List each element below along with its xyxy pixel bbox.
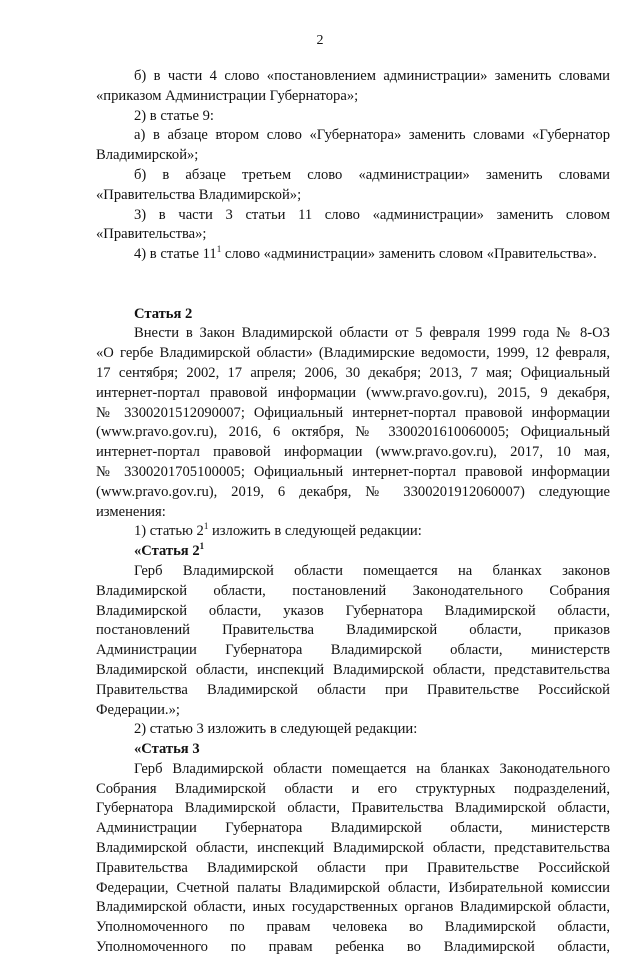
text-line <box>96 245 610 265</box>
text-segment: интернет-портал правовой информации (www.pravo.gov.ru), 2017, 10 мая, <box>96 444 610 461</box>
text-line <box>96 760 610 780</box>
text-segment: постановлений Правительства Владимирской области, приказов <box>96 622 610 639</box>
text-line <box>96 621 610 641</box>
text-line <box>96 918 610 938</box>
text-segment: Владимирской»; <box>96 147 199 164</box>
superscript: 1 <box>203 521 209 532</box>
text-line <box>96 146 610 166</box>
text-segment: «О гербе Владимирской области» (Владимирские ведомости, 1999, 12 февраля, <box>96 345 610 362</box>
text-line <box>96 404 610 424</box>
text-segment: 2) в статье 9: <box>134 107 214 124</box>
text-line <box>96 582 610 602</box>
text-line <box>96 938 610 958</box>
text-line <box>96 344 610 364</box>
text-line <box>96 780 610 800</box>
text-segment: изложить в следующей редакции: <box>208 523 422 540</box>
text-segment: 17 сентября; 2002, 17 апреля; 2006, 30 декабря; 2013, 7 мая; Официальный <box>96 364 610 381</box>
text-segment: Правительства Владимирской области при Правительстве Российской <box>96 859 610 876</box>
text-line <box>96 720 610 740</box>
text-line <box>96 839 610 859</box>
text-line <box>96 701 610 721</box>
text-segment: Владимирской области, постановлений Законодательного Собрания <box>96 582 610 599</box>
text-line <box>96 186 610 206</box>
text-segment: б) в абзаце третьем слово «администрации» заменить словами <box>134 166 610 183</box>
text-segment: Губернатора Владимирской области, Правительства Владимирской области, <box>96 800 610 817</box>
text-segment: «приказом Администрации Губернатора»; <box>96 87 359 104</box>
text-segment: «Статья 3 <box>134 741 200 758</box>
blank-line <box>96 285 610 305</box>
text-segment: 3) в части 3 статьи 11 слово «администрации» заменить словом <box>134 206 610 223</box>
text-segment: «Правительства Владимирской»; <box>96 186 302 203</box>
text-line <box>96 562 610 582</box>
text-line <box>96 661 610 681</box>
text-segment: 1) статью 2 <box>134 523 204 540</box>
text-line <box>96 799 610 819</box>
text-line <box>96 225 610 245</box>
text-line <box>96 483 610 503</box>
text-segment: Герб Владимирской области помещается на бланках законов <box>134 562 610 579</box>
text-line <box>96 602 610 622</box>
text-segment: Уполномоченного по правам человека во Владимирской области, <box>96 919 610 936</box>
text-line <box>96 206 610 226</box>
text-segment: Администрации Губернатора Владимирской области, министерств <box>96 642 610 659</box>
text-line <box>96 503 610 523</box>
article-heading <box>96 305 610 325</box>
text-segment: слово «администрации» заменить словом «Правительства». <box>221 246 597 263</box>
text-line <box>96 681 610 701</box>
text-segment: Внести в Закон Владимирской области от 5 февраля 1999 года № 8-ОЗ <box>134 325 610 342</box>
article-heading <box>96 542 610 562</box>
text-line <box>96 443 610 463</box>
text-segment: 2) статью 3 изложить в следующей редакции: <box>134 721 418 738</box>
text-segment: б) в части 4 слово «постановлением администрации» заменить словами <box>134 68 610 84</box>
text-line <box>96 87 610 107</box>
text-line <box>96 67 610 87</box>
text-line <box>96 423 610 443</box>
text-segment: Владимирской области, иных государственных органов Владимирской области, <box>96 899 610 916</box>
document-body <box>96 67 610 958</box>
text-segment: (www.pravo.gov.ru), 2019, 6 декабря, № 3300201912060007) следующие <box>96 483 610 500</box>
text-segment: интернет-портал правовой информации (www.pravo.gov.ru), 2015, 9 декабря, <box>96 384 610 401</box>
text-line <box>96 126 610 146</box>
text-segment: Федерации, Счетной палаты Владимирской области, Избирательной комиссии <box>96 879 610 896</box>
text-segment: «Статья 2 <box>134 543 200 560</box>
text-segment: Уполномоченного по правам ребенка во Владимирской области, <box>96 939 610 956</box>
page-number: 2 <box>316 33 324 48</box>
text-segment: Собрания Владимирской области и его структурных подразделений, <box>96 780 610 797</box>
text-segment: Статья 2 <box>134 305 193 322</box>
text-line <box>96 384 610 404</box>
text-line <box>96 324 610 344</box>
text-line <box>96 879 610 899</box>
text-line <box>96 898 610 918</box>
text-segment: Владимирской области, инспекций Владимирской области, представительства <box>96 840 610 857</box>
article-heading <box>96 740 610 760</box>
text-segment: 4) в статье 11 <box>134 246 217 263</box>
text-line <box>96 641 610 661</box>
blank-line <box>96 265 610 285</box>
text-segment: Герб Владимирской области помещается на бланках Законодательного <box>134 760 610 777</box>
text-segment: а) в абзаце втором слово «Губернатора» заменить словами «Губернатор <box>134 127 610 144</box>
text-segment: Правительства Владимирской области при Правительстве Российской <box>96 681 610 698</box>
text-segment: Администрации Губернатора Владимирской области, министерств <box>96 820 610 837</box>
text-line <box>96 107 610 127</box>
superscript: 1 <box>216 244 222 255</box>
text-line <box>96 463 610 483</box>
text-line <box>96 364 610 384</box>
text-segment: «Правительства»; <box>96 226 207 243</box>
superscript: 1 <box>199 541 205 552</box>
text-segment: № 3300201705100005; Официальный интернет-портал правовой информации <box>96 463 610 480</box>
text-segment: Федерации.»; <box>96 701 180 718</box>
text-line <box>96 166 610 186</box>
text-segment: изменения: <box>96 503 166 520</box>
text-segment: Владимирской области, инспекций Владимирской области, представительства <box>96 661 610 678</box>
text-segment: (www.pravo.gov.ru), 2016, 6 октября, № 3300201610060005; Официальный <box>96 424 610 441</box>
text-line <box>96 859 610 879</box>
text-line <box>96 819 610 839</box>
text-segment: № 3300201512090007; Официальный интернет-портал правовой информации <box>96 404 610 421</box>
text-line <box>96 522 610 542</box>
text-segment: Владимирской области, указов Губернатора Владимирской области, <box>96 602 610 619</box>
